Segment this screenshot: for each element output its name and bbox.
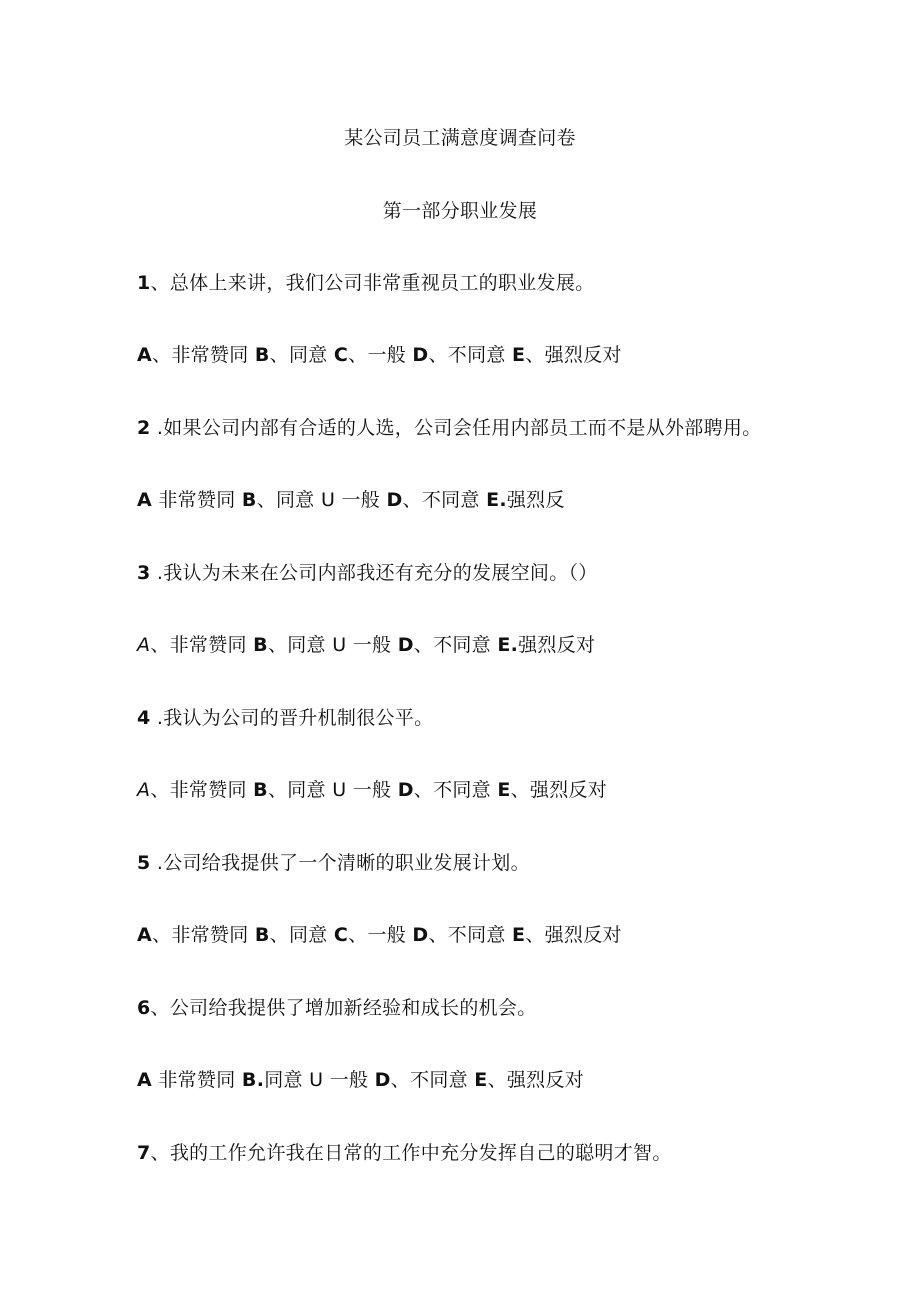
option-letter: E [512,924,526,946]
section-title: 第一部分职业发展 [382,200,538,222]
option-letter: D [412,344,429,366]
option-text: 、不同意 [390,1069,475,1091]
option-text: 强烈反对 [518,634,596,656]
question-4 [137,706,433,730]
question-text: 、我的工作允许我在日常的工作中充分发挥自己的聪明才智。 [150,1142,672,1164]
option-text: 、同意 U 一般 [256,489,387,511]
question-text: 、总体上来讲，我们公司非常重视员工的职业发展。 [150,272,595,294]
option-letter: B. [241,1069,265,1091]
option-letter: A [137,779,151,801]
question-number: 2 [137,417,151,439]
option-text: 、非常赞同 [152,344,255,366]
option-letter: A [137,344,153,366]
question-6 [137,996,537,1020]
option-letter: B [253,634,268,656]
option-text: 、强烈反对 [525,344,622,366]
question-text: 、公司给我提供了增加新经验和成长的机会。 [150,997,537,1019]
options-2 [137,488,565,512]
option-text: 、同意 [269,344,334,366]
option-text: 、非常赞同 [152,924,255,946]
option-text: 、不同意 [413,634,498,656]
options-1 [137,343,622,367]
option-text: 非常赞同 [152,489,242,511]
option-letter: D [374,1069,391,1091]
option-text: 强烈反 [506,489,565,511]
option-letter: D [397,779,414,801]
option-letter: B [253,779,268,801]
question-7 [137,1141,672,1165]
option-letter: D [412,924,429,946]
question-number: 1 [137,272,151,294]
question-text: .如果公司内部有合适的人选，公司会任用内部员工而不是从外部聘用。 [150,417,762,439]
option-text: 、同意 U 一般 [267,634,398,656]
option-text: 、非常赞同 [150,779,254,801]
option-letter: A [137,1069,153,1091]
option-letter: E. [486,489,507,511]
option-text: 、同意 U 一般 [267,779,398,801]
options-3 [137,633,595,657]
option-text: 同意 U 一般 [264,1069,375,1091]
option-text: 非常赞同 [152,1069,242,1091]
option-text: 、一般 [348,344,413,366]
question-text: .公司给我提供了一个清晰的职业发展计划。 [150,852,530,874]
question-number: 3 [137,562,151,584]
question-3 [137,561,598,585]
options-6 [137,1068,584,1092]
option-letter: B [241,489,257,511]
option-letter: C [333,924,349,946]
document-title: 某公司员工满意度调查问卷 [344,127,576,149]
question-number: 4 [137,707,151,729]
question-number: 5 [137,852,151,874]
option-text: 、一般 [348,924,413,946]
options-5 [137,923,622,947]
option-letter: E [512,344,526,366]
option-text: 、强烈反对 [525,924,622,946]
question-2 [137,416,762,440]
option-text: 、不同意 [413,779,498,801]
option-letter: A [137,634,151,656]
option-letter: E [474,1069,488,1091]
option-letter: A [137,489,153,511]
option-text: 、同意 [269,924,334,946]
option-letter: A [137,924,153,946]
question-5 [137,851,530,875]
options-4 [137,778,607,802]
option-letter: D [386,489,403,511]
option-text: 、不同意 [428,924,513,946]
option-letter: E [497,779,511,801]
question-text: .我认为公司的晋升机制很公平。 [150,707,434,729]
option-letter: C [333,344,349,366]
option-text: 、不同意 [428,344,513,366]
question-1 [137,271,594,295]
question-text: .我认为未来在公司内部我还有充分的发展空间。（） [150,562,598,584]
option-letter: D [397,634,414,656]
question-number: 6 [137,997,151,1019]
option-text: 、不同意 [402,489,487,511]
option-text: 、非常赞同 [150,634,254,656]
option-letter: B [254,344,270,366]
question-number: 7 [137,1142,151,1164]
option-letter: B [254,924,270,946]
option-letter: E. [497,634,519,656]
option-text: 、强烈反对 [487,1069,585,1091]
option-text: 、强烈反对 [510,779,608,801]
